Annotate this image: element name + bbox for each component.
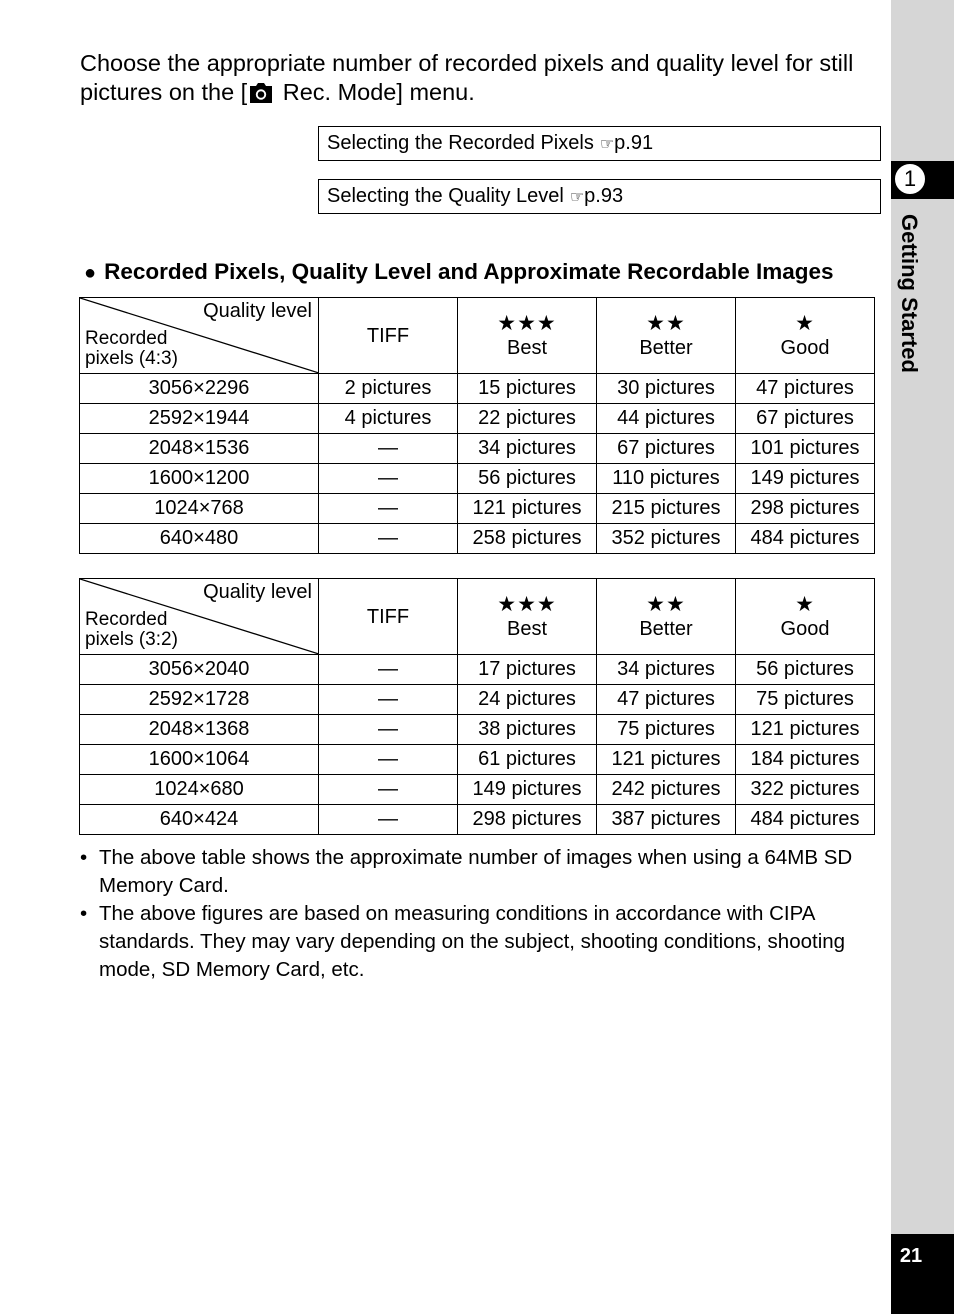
table-row: 3056×2296 2 pictures 15 pictures 30 pictures 47 pictures — [80, 374, 875, 404]
pointing-hand-icon: ☞ — [599, 136, 615, 153]
chapter-title: Getting Started — [897, 214, 922, 373]
table-header-row — [80, 298, 875, 374]
intro-text-start: Choose the appropriate number of recorded pixels and quality level for still pictures on the [ — [80, 50, 854, 105]
ref-recorded-pixels[interactable] — [318, 126, 881, 161]
table-row: 2048×1536 — 34 pictures 67 pictures 101 pictures — [80, 434, 875, 464]
intro-paragraph — [80, 49, 880, 107]
ref-page[interactable]: p.93 — [584, 185, 624, 207]
table-row: 1024×768 — 121 pictures 215 pictures 298 pictures — [80, 494, 875, 524]
intro-text-end: Rec. Mode] menu. — [276, 79, 475, 105]
page-number: 21 — [899, 1245, 923, 1267]
quality-level-label: Quality level — [203, 581, 312, 603]
note-item: • The above table shows the approximate number of images when using a 64MB SD Memory Card. — [80, 844, 880, 900]
quality-level-label: Quality level — [203, 300, 312, 322]
bullet-icon: ● — [84, 262, 97, 284]
table-row: 2592×1728 — 24 pictures 47 pictures 75 pictures — [80, 685, 875, 715]
header-tiff: TIFF — [319, 579, 458, 655]
header-better: ★★ Better — [597, 579, 736, 655]
table-row: 2048×1368 — 38 pictures 75 pictures 121 pictures — [80, 715, 875, 745]
header-better: ★★ Better — [597, 298, 736, 374]
header-best: ★★★ Best — [458, 298, 597, 374]
table-row: 1600×1064 — 61 pictures 121 pictures 184 pictures — [80, 745, 875, 775]
header-best: ★★★ Best — [458, 579, 597, 655]
recorded-pixels-label: Recorded pixels (4:3) — [85, 328, 178, 369]
note-item: • The above figures are based on measuring conditions in accordance with CIPA standards. They may vary depending on the subject, shooting conditions, shooting mode, SD Memory Card, etc. — [80, 900, 880, 984]
recordable-images-table-4-3 — [79, 297, 875, 554]
table-row: 1024×680 — 149 pictures 242 pictures 322 pictures — [80, 775, 875, 805]
diagonal-header-cell — [80, 579, 319, 655]
star-icon: ★★ — [646, 311, 686, 335]
camera-icon — [249, 83, 273, 103]
header-good: ★ Good — [736, 298, 875, 374]
ref-quality-level[interactable] — [318, 179, 881, 214]
notes-list — [80, 844, 880, 984]
diagonal-header-cell — [80, 298, 319, 374]
star-icon: ★★ — [646, 592, 686, 616]
table-row: 1600×1200 — 56 pictures 110 pictures 149 pictures — [80, 464, 875, 494]
pointing-hand-icon: ☞ — [569, 189, 585, 206]
ref-text: Selecting the Quality Level — [327, 185, 564, 207]
recordable-images-table-3-2 — [79, 578, 875, 835]
recorded-pixels-label: Recorded pixels (3:2) — [85, 609, 178, 650]
header-tiff: TIFF — [319, 298, 458, 374]
section-title: Recorded Pixels, Quality Level and Approximate Recordable Images — [104, 259, 834, 284]
header-good: ★ Good — [736, 579, 875, 655]
chapter-number: 1 — [894, 163, 926, 195]
table-row: 2592×1944 4 pictures 22 pictures 44 pictures 67 pictures — [80, 404, 875, 434]
ref-page[interactable]: p.91 — [614, 132, 654, 154]
ref-text: Selecting the Recorded Pixels — [327, 132, 594, 154]
star-icon: ★★★ — [497, 311, 557, 335]
table-row: 3056×2040 — 17 pictures 34 pictures 56 pictures — [80, 655, 875, 685]
star-icon: ★ — [795, 311, 815, 335]
star-icon: ★ — [795, 592, 815, 616]
section-heading — [84, 257, 834, 288]
table-header-row — [80, 579, 875, 655]
table-row: 640×424 — 298 pictures 387 pictures 484 pictures — [80, 805, 875, 835]
star-icon: ★★★ — [497, 592, 557, 616]
table-row: 640×480 — 258 pictures 352 pictures 484 pictures — [80, 524, 875, 554]
